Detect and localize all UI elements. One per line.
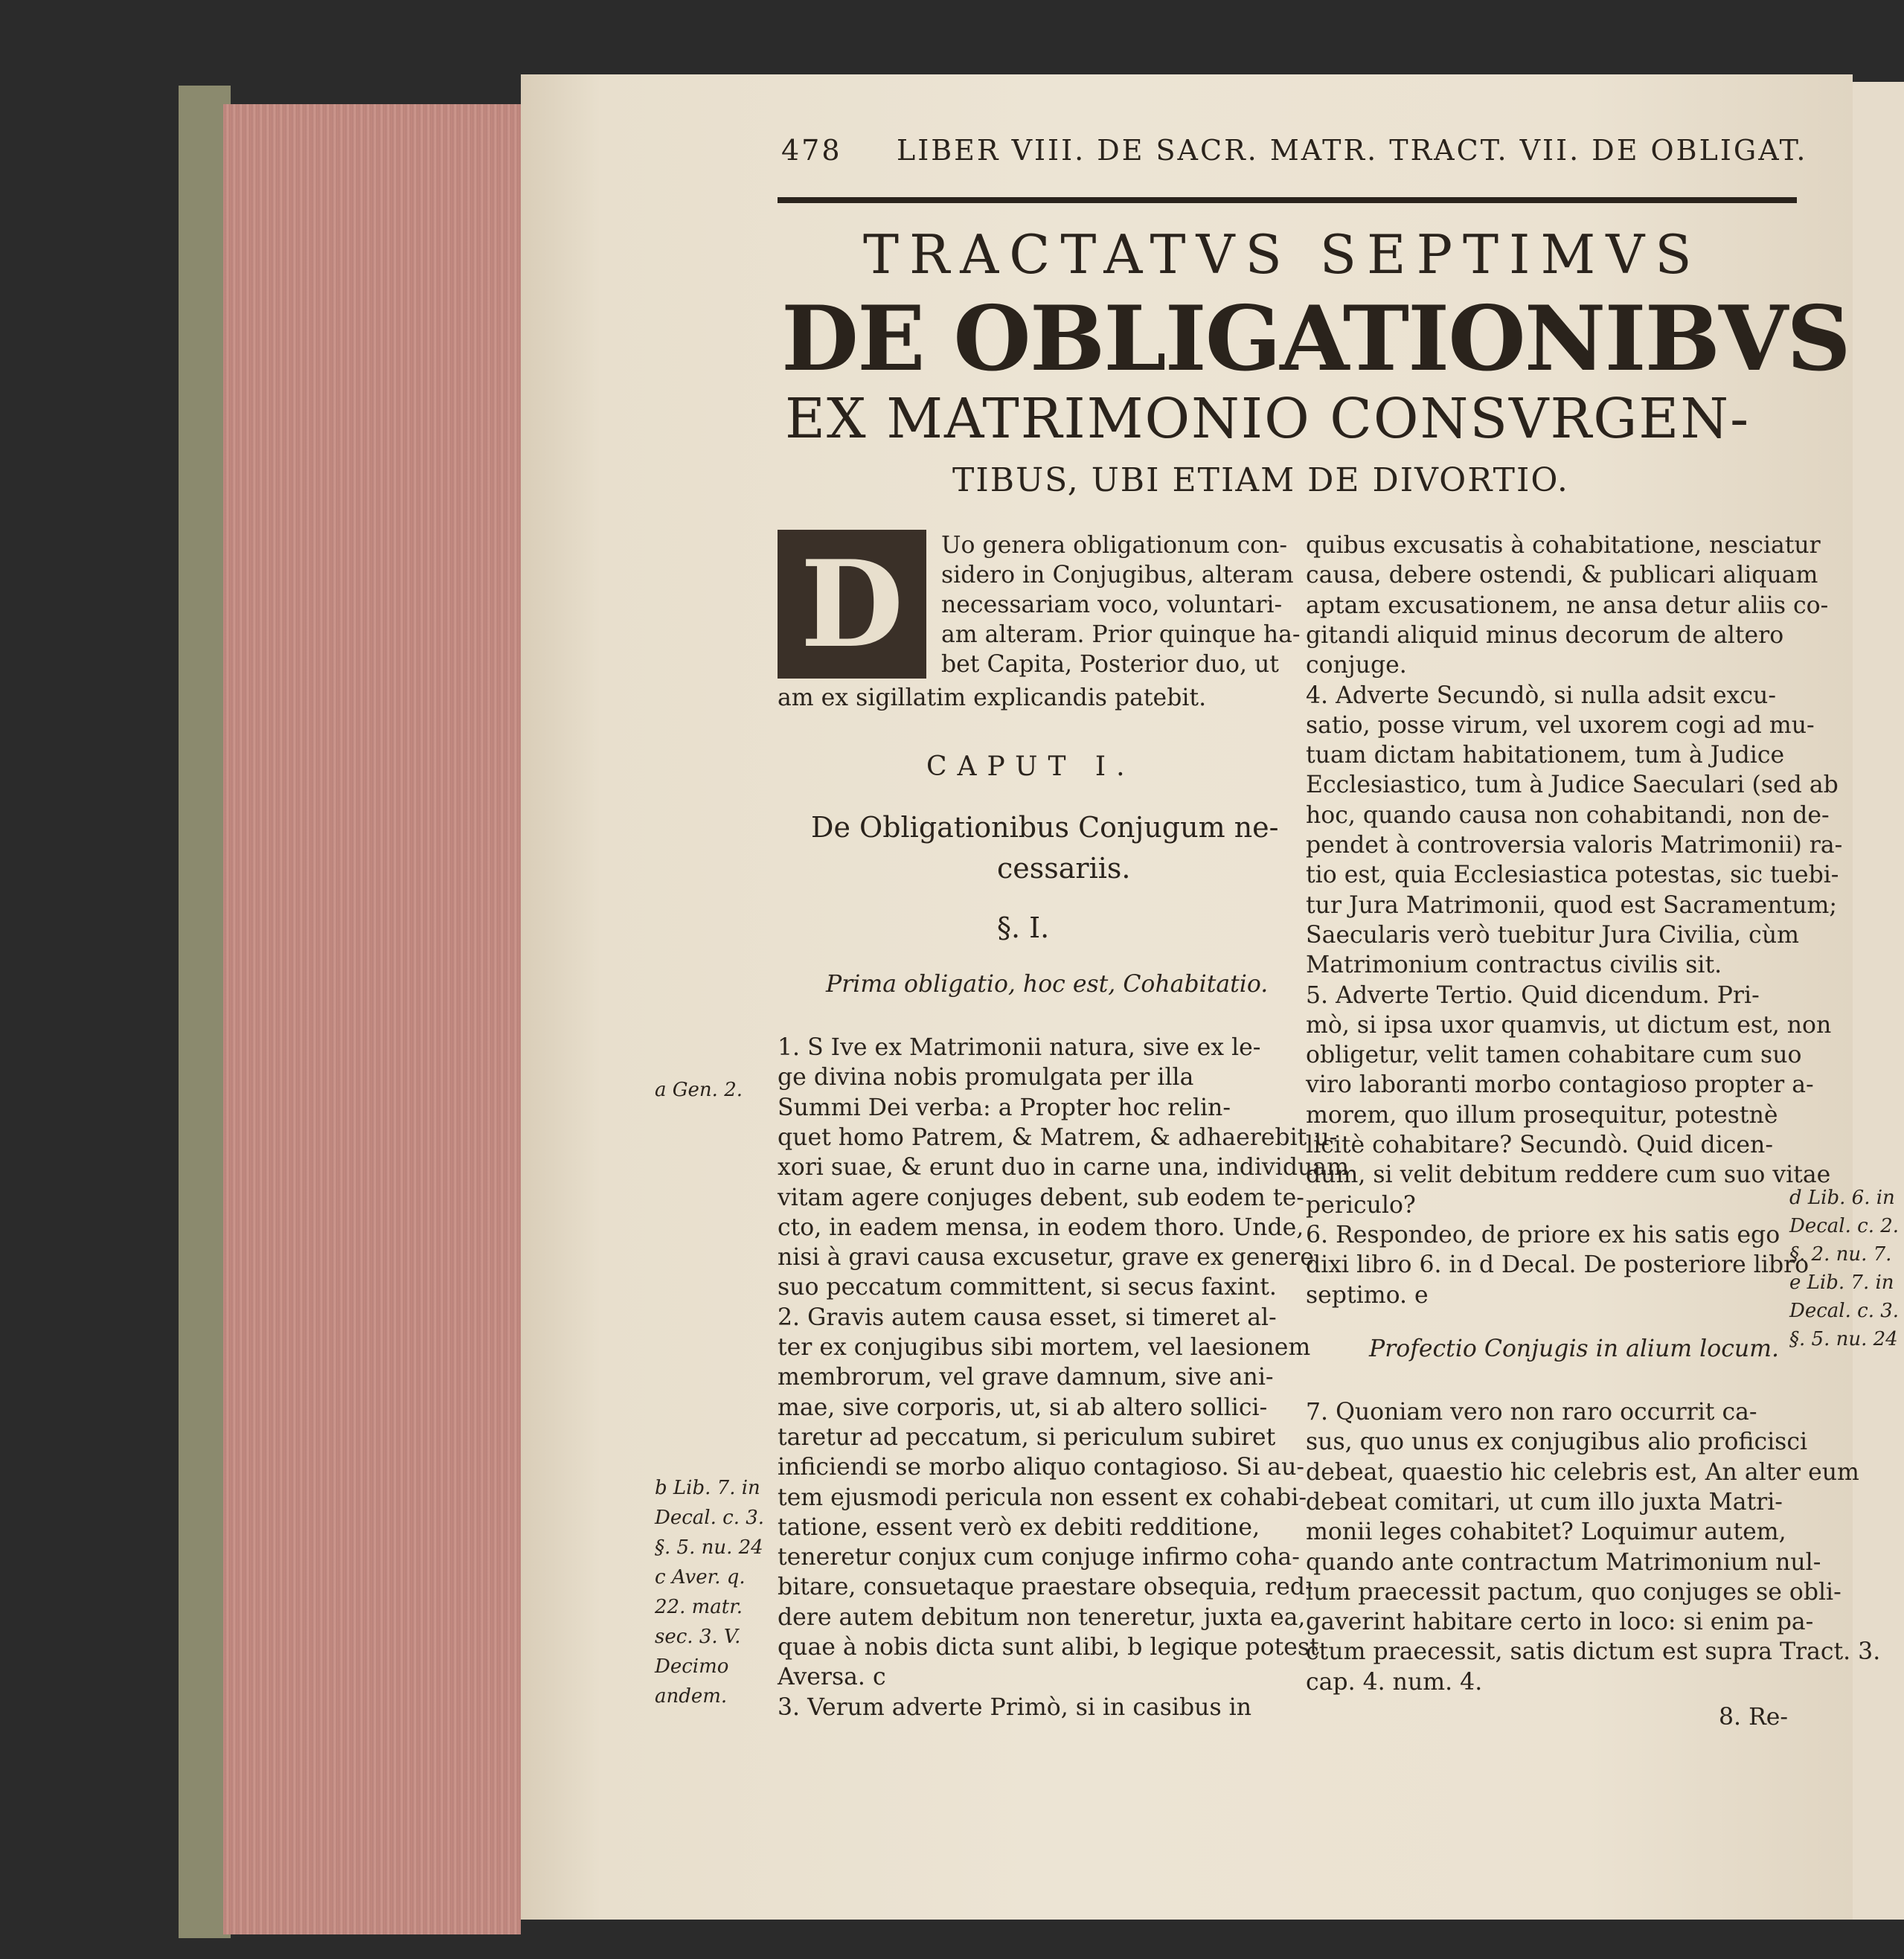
margin-note: d Lib. 6. in bbox=[1789, 1187, 1895, 1209]
title-line-1: TRACTATVS SEPTIMVS bbox=[863, 223, 1702, 286]
right-subheading: Profectio Conjugis in alium locum. bbox=[1369, 1336, 1780, 1362]
text-line: lum praecessit pactum, quo conjuges se obli- bbox=[1306, 1578, 1842, 1606]
text-line: membrorum, vel grave damnum, sive ani- bbox=[778, 1364, 1274, 1391]
intro-line: bet Capita, Posterior duo, ut bbox=[941, 651, 1279, 678]
intro-line: am alteram. Prior quinque ha- bbox=[941, 621, 1301, 648]
text-line: Ecclesiastico, tum à Judice Saeculari (sed ab bbox=[1306, 772, 1839, 799]
intro-line: am ex sigillatim explicandis patebit. bbox=[778, 684, 1207, 711]
chapter-title-1: De Obligationibus Conjugum ne- bbox=[811, 811, 1279, 844]
text-line: periculo? bbox=[1306, 1191, 1416, 1219]
text-line: morem, quo illum prosequitur, potestnè bbox=[1306, 1101, 1778, 1129]
text-line: sus, quo unus ex conjugibus alio proficisci bbox=[1306, 1429, 1808, 1456]
text-line: aptam excusationem, ne ansa detur aliis co- bbox=[1306, 591, 1829, 619]
margin-note: Decal. c. 3. bbox=[1789, 1300, 1900, 1322]
text-line: septimo. e bbox=[1306, 1281, 1429, 1309]
text-line: viro laboranti morbo contagioso propter a- bbox=[1306, 1071, 1814, 1099]
text-line: taretur ad peccatum, si periculum subiret bbox=[778, 1423, 1276, 1451]
margin-note: §. 5. nu. 24 bbox=[655, 1536, 763, 1559]
text-line: inficiendi se morbo aliquo contagioso. Si au- bbox=[778, 1454, 1304, 1481]
text-line: 5. Adverte Tertio. Quid dicendum. Pri- bbox=[1306, 981, 1760, 1009]
text-line: hoc, quando causa non cohabitandi, non de- bbox=[1306, 801, 1830, 829]
text-line: Aversa. c bbox=[778, 1664, 886, 1691]
text-line: 7. Quoniam vero non raro occurrit ca- bbox=[1306, 1399, 1757, 1426]
intro-line: necessariam voco, voluntari- bbox=[941, 591, 1283, 618]
margin-note: 22. matr. bbox=[655, 1596, 743, 1618]
text-line: Matrimonium contractus civilis sit. bbox=[1306, 952, 1722, 979]
margin-note: §. 2. nu. 7. bbox=[1789, 1243, 1892, 1266]
text-line: causa, debere ostendi, & publicari aliquam bbox=[1306, 562, 1818, 589]
text-line: mae, sive corporis, ut, si ab altero sollici- bbox=[778, 1394, 1268, 1421]
text-line: dum, si velit debitum reddere cum suo vitae bbox=[1306, 1161, 1831, 1189]
text-line: cap. 4. num. 4. bbox=[1306, 1668, 1483, 1696]
section-title: Prima obligatio, hoc est, Cohabitatio. bbox=[826, 971, 1269, 998]
margin-note: sec. 3. V. bbox=[655, 1626, 741, 1648]
text-line: tem ejusmodi pericula non essent ex cohabi- bbox=[778, 1484, 1307, 1511]
text-line: suo peccatum committent, si secus faxint. bbox=[778, 1274, 1277, 1301]
chapter-label: CAPUT I. bbox=[926, 751, 1135, 782]
text-line: Summi Dei verba: a Propter hoc relin- bbox=[778, 1094, 1231, 1121]
text-line: licitè cohabitare? Secundò. Quid dicen- bbox=[1306, 1132, 1773, 1158]
text-line: cto, in eadem mensa, in eodem thoro. Unde, bbox=[778, 1213, 1304, 1241]
margin-note: Decal. c. 2. bbox=[1789, 1215, 1900, 1237]
decorative-rule bbox=[778, 197, 1797, 203]
text-line: vitam agere conjuges debent, sub eodem te- bbox=[778, 1184, 1304, 1211]
text-line: tuam dictam habitationem, tum à Judice bbox=[1306, 742, 1785, 769]
margin-note: §. 5. nu. 24 bbox=[1789, 1328, 1898, 1350]
text-line: ge divina nobis promulgata per illa bbox=[778, 1064, 1194, 1091]
text-line: debeat comitari, ut cum illo juxta Matri- bbox=[1306, 1488, 1783, 1516]
text-line: quando ante contractum Matrimonium nul- bbox=[1306, 1548, 1821, 1576]
text-line: satio, posse virum, vel uxorem cogi ad mu- bbox=[1306, 711, 1815, 739]
text-line: 3. Verum adverte Primò, si in casibus in bbox=[778, 1693, 1252, 1721]
text-line: teneretur conjux cum conjuge infirmo coha- bbox=[778, 1544, 1300, 1571]
text-line: gaverint habitare certo in loco: si enim pa- bbox=[1306, 1609, 1814, 1636]
text-line: tatione, essent verò ex debiti redditione, bbox=[778, 1513, 1260, 1541]
text-line: xori suae, & erunt duo in carne una, individuam bbox=[778, 1154, 1349, 1182]
text-line: monii leges cohabitet? Loquimur autem, bbox=[1306, 1519, 1786, 1546]
margin-note: Decimo bbox=[655, 1655, 729, 1678]
page-edges bbox=[223, 104, 521, 1934]
text-line: 2. Gravis autem causa esset, si timeret al- bbox=[778, 1304, 1277, 1331]
intro-line: Uo genera obligationum con- bbox=[941, 532, 1288, 559]
title-line-3: EX MATRIMONIO CONSVRGEN- bbox=[785, 387, 1751, 451]
chapter-title-2: cessariis. bbox=[997, 852, 1131, 885]
text-line: nisi à gravi causa excusetur, grave ex genere bbox=[778, 1244, 1314, 1272]
text-line: mò, si ipsa uxor quamvis, ut dictum est, non bbox=[1306, 1011, 1832, 1039]
text-line: bitare, consuetaque praestare obsequia, red- bbox=[778, 1574, 1313, 1601]
decorative-initial: D bbox=[778, 530, 926, 679]
text-line: obligetur, velit tamen cohabitare cum suo bbox=[1306, 1042, 1802, 1069]
text-line: 4. Adverte Secundò, si nulla adsit excu- bbox=[1306, 682, 1776, 709]
margin-note: e Lib. 7. in bbox=[1789, 1272, 1894, 1294]
page-number: 478 bbox=[781, 134, 842, 167]
margin-note: c Aver. q. bbox=[655, 1566, 746, 1588]
margin-note: b Lib. 7. in bbox=[655, 1477, 760, 1499]
text-line: ter ex conjugibus sibi mortem, vel laesionem bbox=[778, 1334, 1311, 1361]
text-line: 1. S Ive ex Matrimonii natura, sive ex le- bbox=[778, 1034, 1261, 1061]
text-line: tio est, quia Ecclesiastica potestas, sic tuebi- bbox=[1306, 862, 1839, 889]
text-line: gitandi aliquid minus decorum de altero bbox=[1306, 621, 1784, 649]
text-line: pendet à controversia valoris Matrimonii) ra- bbox=[1306, 832, 1843, 859]
section-label: §. I. bbox=[997, 911, 1050, 944]
text-line: quet homo Patrem, & Matrem, & adhaerebit u- bbox=[778, 1123, 1338, 1151]
text-line: tur Jura Matrimonii, quod est Sacramentum; bbox=[1306, 891, 1838, 919]
text-line: debeat, quaestio hic celebris est, An alter eum bbox=[1306, 1458, 1859, 1486]
text-line: quae à nobis dicta sunt alibi, b legique potest bbox=[778, 1634, 1319, 1661]
running-head-title: LIBER VIII. DE SACR. MATR. TRACT. VII. DE OBLIGAT. bbox=[897, 134, 1808, 167]
text-line: dere autem debitum non teneretur, juxta ea, bbox=[778, 1603, 1306, 1631]
text-line: ctum praecessit, satis dictum est supra Tract. 3. bbox=[1306, 1638, 1881, 1666]
margin-note: a Gen. 2. bbox=[655, 1079, 743, 1101]
title-line-4: TIBUS, UBI ETIAM DE DIVORTIO. bbox=[952, 461, 1569, 499]
text-line: conjuge. bbox=[1306, 652, 1407, 679]
text-line: dixi libro 6. in d Decal. De posteriore libro bbox=[1306, 1251, 1810, 1279]
intro-line: sidero in Conjugibus, alteram bbox=[941, 562, 1294, 589]
margin-note: Decal. c. 3. bbox=[655, 1507, 765, 1529]
text-line: 6. Respondeo, de priore ex his satis ego bbox=[1306, 1221, 1780, 1248]
text-line: quibus excusatis à cohabitatione, nesciatur bbox=[1306, 532, 1821, 559]
title-line-2: DE OBLIGATIONIBVS bbox=[781, 286, 1850, 391]
margin-note: andem. bbox=[655, 1685, 728, 1708]
text-line: Saecularis verò tuebitur Jura Civilia, cùm bbox=[1306, 921, 1799, 949]
catchword: 8. Re- bbox=[1719, 1704, 1789, 1731]
